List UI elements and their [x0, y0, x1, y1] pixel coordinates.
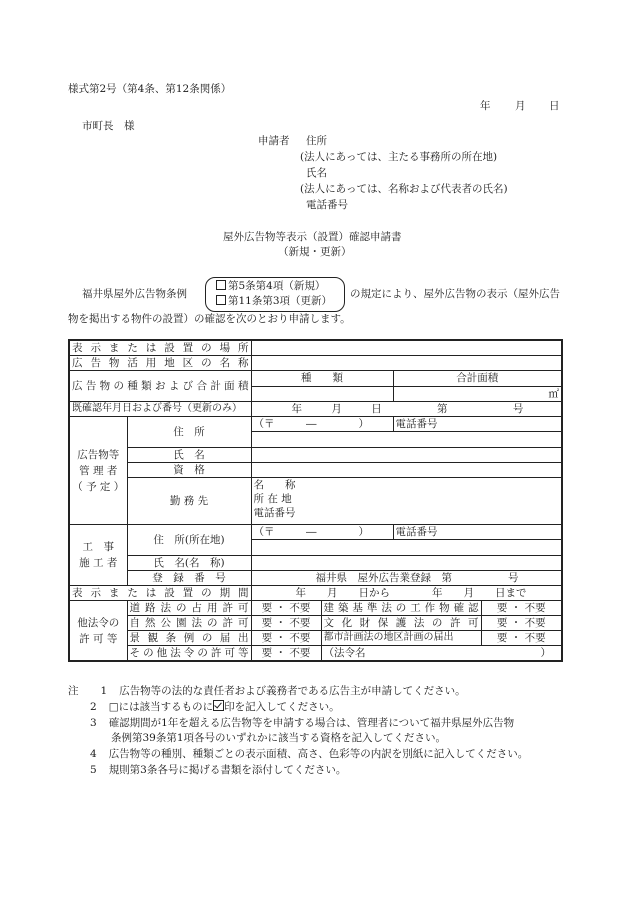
law-park-choice[interactable]: 要 ・ 不要: [251, 616, 321, 631]
manager-group-label: 広告物等 管 理 者 （ 予 定 ）: [69, 417, 127, 525]
form-title: 屋外広告物等表示（設置）確認申請書: [223, 231, 402, 243]
workplace-address[interactable]: 所 在 地: [251, 492, 562, 506]
law-landscape-label: 景観条例の届出: [127, 631, 251, 646]
option-renew[interactable]: [216, 294, 332, 308]
law-road-label: 道路法の占用許可: [127, 601, 251, 616]
applicant-label: 申請者: [258, 135, 290, 147]
manager-workplace-label: 勤 務 先: [127, 478, 251, 525]
contractor-name-label: 氏 名(名 称): [127, 556, 251, 571]
law-other-name-field[interactable]: （法令名 ）: [321, 646, 562, 662]
form-subtitle: （新規・更新）: [278, 246, 352, 258]
period-field[interactable]: 年 月 日から 年 月 日まで: [251, 586, 562, 601]
law-building-choice[interactable]: 要 ・ 不要: [481, 601, 562, 616]
district-label: 広告物活用地区の名称: [69, 356, 251, 371]
addressee: 市町長 様: [82, 120, 135, 132]
location-label: 表示または設置の場所: [69, 340, 251, 356]
checkmark-icon: [213, 700, 224, 711]
manager-qualification-label: 資 格: [127, 463, 251, 478]
law-urban-label: 都市計画法の地区計画の届出: [321, 631, 481, 646]
law-other-label: その他法令の許可等: [127, 646, 251, 662]
law-road-choice[interactable]: 要 ・ 不要: [251, 601, 321, 616]
intro-suffix: の規定により、屋外広告物の表示（屋外広告: [350, 288, 560, 300]
note-2: 2 □には該当するものに 印を記入してください。: [90, 701, 340, 713]
type-field[interactable]: [251, 386, 393, 402]
prior-confirmation-field[interactable]: 年 月 日 第 号: [251, 402, 562, 417]
note-3: 3 確認期間が1年を超える広告物等を申請する場合は、管理者について福井県屋外広告物: [90, 717, 515, 729]
workplace-name[interactable]: 名 称: [251, 478, 562, 493]
option-new-label: 第5条第4項（新規）: [228, 280, 326, 292]
application-table: [68, 339, 563, 662]
intro-line2: 物を掲出する物件の設置）の確認を次のとおり申請します。: [68, 313, 351, 325]
manager-name-field[interactable]: [251, 448, 562, 463]
area-field[interactable]: [393, 386, 562, 402]
checkbox-new[interactable]: [216, 280, 226, 290]
law-urban-choice[interactable]: 要 ・ 不要: [481, 631, 562, 646]
manager-postal[interactable]: （〒 ― ）: [251, 417, 393, 432]
manager-address-field[interactable]: [251, 432, 562, 448]
contractor-registration-field[interactable]: 福井県 屋外広告業登録 第 号: [251, 571, 562, 586]
applicant-address: 住所: [306, 135, 327, 147]
law-other-choice[interactable]: 要 ・ 不要: [251, 646, 321, 662]
checkbox-renew[interactable]: [216, 295, 226, 305]
law-park-label: 自然公園法の許可: [127, 616, 251, 631]
type-header: 種 類: [251, 371, 393, 387]
applicant-name-note: (法人にあっては、名称および代表者の氏名): [300, 183, 508, 195]
form-number: 様式第2号（第4条、第12条関係）: [68, 83, 232, 95]
note-1: 注 1 広告物等の法的な責任者および義務者である広告主が申請してください。: [68, 685, 466, 697]
option-new[interactable]: [216, 279, 325, 293]
type-area-label: 広告物の種類および合計面積: [69, 371, 251, 402]
note-5: 5 規則第3条各号に掲げる書類を添付してください。: [90, 764, 347, 776]
note-4: 4 広告物等の種別、種類ごとの表示面積、高さ、色彩等の内訳を別紙に記入してください。: [90, 748, 529, 760]
contractor-address-field[interactable]: [251, 540, 562, 556]
prior-confirmation-label: 既確認年月日および番号（更新のみ）: [69, 402, 251, 417]
manager-phone-label: 電話番号: [393, 417, 562, 432]
other-law-group-label: 他法令の 許 可 等: [69, 601, 127, 662]
date-day: 日: [549, 100, 560, 112]
location-field[interactable]: [251, 340, 562, 356]
law-culture-choice[interactable]: 要 ・ 不要: [481, 616, 562, 631]
manager-name-label: 氏 名: [127, 448, 251, 463]
law-culture-label: 文化財保護法の許可: [321, 616, 481, 631]
contractor-name-field[interactable]: [251, 556, 562, 571]
option-renew-label: 第11条第3項（更新）: [228, 295, 333, 307]
law-landscape-choice[interactable]: 要 ・ 不要: [251, 631, 321, 646]
period-label: 表示または設置の期間: [69, 586, 251, 601]
note-3-cont: 条例第39条第1項各号のいずれかに該当する資格を記入してください。: [111, 732, 447, 744]
date-month: 月: [515, 100, 526, 112]
contractor-registration-label: 登 録 番 号: [127, 571, 251, 586]
law-building-label: 建築基準法の工作物確認: [321, 601, 481, 616]
manager-qualification-field[interactable]: [251, 463, 562, 478]
applicant-address-note: (法人にあっては、主たる事務所の所在地): [300, 151, 498, 163]
contractor-phone-label: 電話番号: [393, 525, 562, 540]
area-unit: ㎡: [548, 387, 560, 400]
manager-address-label: 住 所: [127, 417, 251, 448]
intro-prefix: 福井県屋外広告物条例: [82, 288, 187, 300]
area-header: 合計面積: [393, 371, 562, 387]
contractor-group-label: 工 事 施 工 者: [69, 525, 127, 586]
applicant-name: 氏名: [306, 167, 327, 179]
applicant-phone: 電話番号: [306, 199, 348, 211]
contractor-address-label: 住 所(所在地): [127, 525, 251, 556]
date-year: 年: [480, 100, 491, 112]
district-field[interactable]: [251, 356, 562, 371]
workplace-phone[interactable]: 電話番号: [251, 506, 562, 520]
contractor-postal[interactable]: （〒 ― ）: [251, 525, 393, 540]
